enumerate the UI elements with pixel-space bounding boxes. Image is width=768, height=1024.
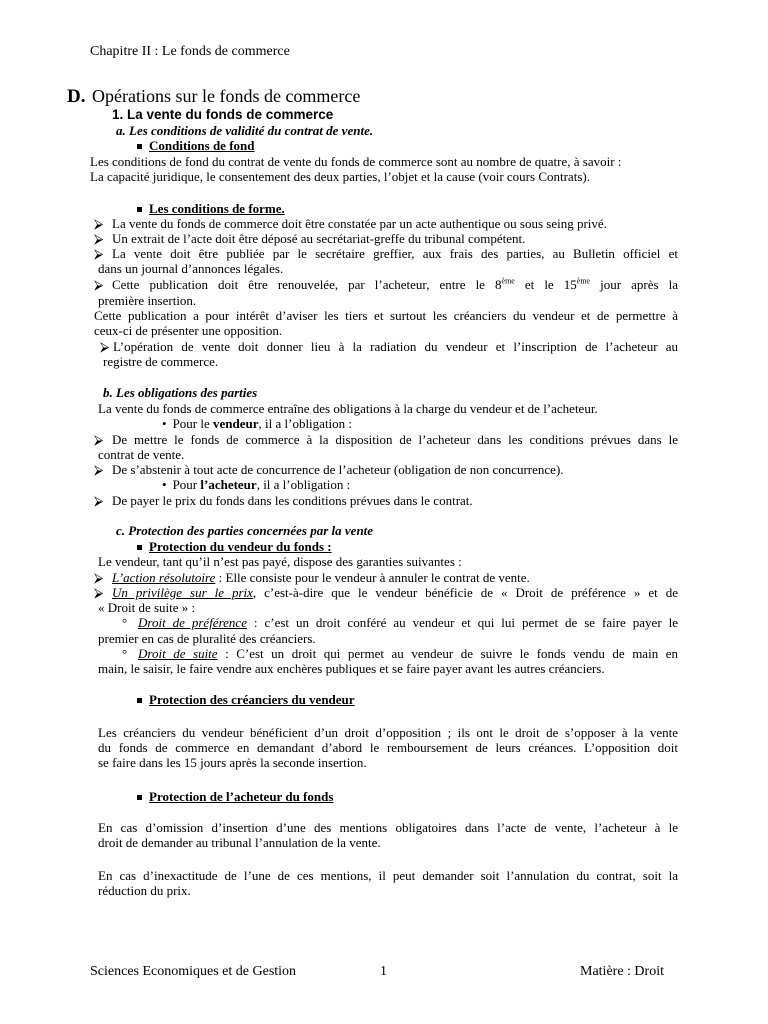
pour-vendeur xyxy=(162,416,352,431)
arrow-bullet-icon: ⮚ xyxy=(94,462,104,477)
footer-right: Matière : Droit xyxy=(580,964,664,979)
bullet-icon: • xyxy=(162,416,167,431)
privilege-prix-text: , c’est-à-dire que le vendeur bénéficie de « Droit de préférence » et de xyxy=(252,585,678,600)
privilege-prix xyxy=(94,585,678,600)
vendeur-obligation-2-text: De s’abstenir à tout acte de concurrence de l’acheteur (obligation de non concurrence). xyxy=(112,462,564,477)
arrow-bullet-icon: ⮚ xyxy=(94,585,104,600)
forme-title xyxy=(137,201,285,216)
arrow-bullet-icon: ⮚ xyxy=(94,570,104,585)
degree-bullet: ° xyxy=(122,646,128,661)
acheteur-line-3: En cas d’inexactitude de l’une de ces mentions, il peut demander soit l’annulation du contrat, soit la xyxy=(98,868,678,883)
action-resolutoire-label: L’action résolutoire xyxy=(112,570,216,585)
superscript-1: ème xyxy=(501,276,515,286)
pour-vendeur-post: , il a l’obligation : xyxy=(258,416,353,431)
square-bullet-icon xyxy=(137,698,142,703)
section-letter: D. xyxy=(67,86,86,107)
vendeur-obligation-1 xyxy=(94,432,678,447)
arrow-bullet-icon: ⮚ xyxy=(94,493,104,508)
forme-bullet-3 xyxy=(94,246,678,261)
pour-acheteur-bold: l’acheteur xyxy=(200,477,257,492)
forme-bullet-2 xyxy=(94,231,525,246)
fond-line-1: Les conditions de fond du contrat de vente du fonds de commerce sont au nombre de quatre, à savoir : xyxy=(90,154,622,169)
forme-bullet-1 xyxy=(94,216,607,231)
arrow-bullet-icon: ⮚ xyxy=(94,216,104,231)
pour-acheteur-post: , il a l’obligation : xyxy=(256,477,351,492)
page-number: 1 xyxy=(380,964,387,979)
droit-preference-text: : c’est un droit conféré au vendeur et qui lui permet de se faire payer le xyxy=(246,615,678,630)
protection-vendeur-title-text: Protection du vendeur du fonds : xyxy=(149,539,332,554)
droit-preference xyxy=(122,615,678,630)
subsection-1: 1. La vente du fonds de commerce xyxy=(112,107,334,122)
droit-preference-label: Droit de préférence xyxy=(138,615,247,630)
forme-bullet-5-cont: registre de commerce. xyxy=(103,354,219,369)
arrow-bullet-icon: ⮚ xyxy=(94,277,104,292)
subsection-1a: a. Les conditions de validité du contrat de vente. xyxy=(116,123,374,138)
square-bullet-icon xyxy=(137,144,142,149)
acheteur-line-4: réduction du prix. xyxy=(98,883,191,898)
footer-left: Sciences Economiques et de Gestion xyxy=(90,964,297,979)
forme-bullet-4-mid: et le 15 xyxy=(514,277,577,292)
creanciers-line-1: Les créanciers du vendeur bénéficient d’un droit d’opposition ; ils ont le droit de s’opposer à la vente xyxy=(98,725,678,740)
vendeur-obligation-1-cont: contrat de vente. xyxy=(98,447,185,462)
droit-suite xyxy=(122,646,678,661)
page-header: Chapitre II : Le fonds de commerce xyxy=(90,44,290,59)
fond-title-text: Conditions de fond xyxy=(149,138,255,153)
action-resolutoire xyxy=(94,570,530,585)
action-resolutoire-text: : Elle consiste pour le vendeur à annuler le contrat de vente. xyxy=(215,570,530,585)
droit-suite-text: : C’est un droit qui permet au vendeur de suivre le fonds vendu de main en xyxy=(217,646,678,661)
privilege-prix-label: Un privilège sur le prix xyxy=(112,585,253,600)
superscript-2: ème xyxy=(576,276,591,286)
pour-vendeur-pre: Pour le xyxy=(172,416,214,431)
arrow-bullet-icon: ⮚ xyxy=(94,432,104,447)
droit-preference-cont: premier en cas de pluralité des créanciers. xyxy=(98,631,316,646)
fond-line-2: La capacité juridique, le consentement des deux parties, l’objet et la cause (voir cours Contrats). xyxy=(90,169,590,184)
protection-creanciers-title xyxy=(137,692,355,707)
arrow-bullet-icon: ⮚ xyxy=(94,246,104,261)
protection-vendeur-intro: Le vendeur, tant qu’il n’est pas payé, dispose des garanties suivantes : xyxy=(98,554,462,569)
privilege-prix-cont: « Droit de suite » : xyxy=(98,600,196,615)
degree-bullet: ° xyxy=(122,615,128,630)
forme-bullet-4 xyxy=(94,277,678,292)
protection-acheteur-title xyxy=(137,789,333,804)
obligations-intro: La vente du fonds de commerce entraîne des obligations à la charge du vendeur et de l’acheteur. xyxy=(98,401,598,416)
pour-vendeur-bold: vendeur xyxy=(213,416,259,431)
forme-bullet-5 xyxy=(100,339,678,354)
droit-suite-cont: main, le saisir, le faire vendre aux enchères publiques et se faire payer avant les autres créanciers. xyxy=(98,661,605,676)
arrow-bullet-icon: ⮚ xyxy=(94,231,104,246)
forme-bullet-4-pre: Cette publication doit être renouvelée, par l’acheteur, entre le 8 xyxy=(112,277,502,292)
square-bullet-icon xyxy=(137,795,142,800)
forme-bullet-4-post: jour après la xyxy=(590,277,678,292)
forme-bullet-3-text: La vente doit être publiée par le secrétaire greffier, aux frais des parties, au Bulletin officiel et xyxy=(112,246,678,261)
forme-title-text: Les conditions de forme. xyxy=(149,201,285,216)
forme-bullet-1-text: La vente du fonds de commerce doit être constatée par un acte authentique ou sous seing privé. xyxy=(112,216,607,231)
acheteur-line-2: droit de demander au tribunal l’annulation de la vente. xyxy=(98,835,381,850)
section-heading xyxy=(67,86,360,107)
creanciers-line-3: se faire dans les 15 jours après la seconde insertion. xyxy=(98,755,367,770)
pour-acheteur xyxy=(162,477,350,492)
forme-paragraph-1: Cette publication a pour intérêt d’aviser les tiers et surtout les créanciers du vendeur et de permettre à xyxy=(94,308,678,323)
bullet-icon: • xyxy=(162,477,167,492)
arrow-bullet-icon: ⮚ xyxy=(100,339,110,354)
fond-title xyxy=(137,138,254,153)
acheteur-obligation-1 xyxy=(94,493,473,508)
forme-bullet-2-text: Un extrait de l’acte doit être déposé au secrétariat-greffe du tribunal compétent. xyxy=(112,231,526,246)
vendeur-obligation-2 xyxy=(94,462,564,477)
vendeur-obligation-1-text: De mettre le fonds de commerce à la disposition de l’acheteur dans les conditions prévues dans le xyxy=(112,432,678,447)
protection-acheteur-title-text: Protection de l’acheteur du fonds xyxy=(149,789,334,804)
section-title: Opérations sur le fonds de commerce xyxy=(91,86,361,106)
protection-creanciers-title-text: Protection des créanciers du vendeur xyxy=(149,692,355,707)
square-bullet-icon xyxy=(137,545,142,550)
acheteur-line-1: En cas d’omission d’insertion d’une des mentions obligatoires dans l’acte de vente, l’acheteur à le xyxy=(98,820,678,835)
square-bullet-icon xyxy=(137,207,142,212)
obligations-title: b. Les obligations des parties xyxy=(103,385,258,400)
pour-acheteur-pre: Pour xyxy=(172,477,201,492)
forme-bullet-4-cont: première insertion. xyxy=(98,293,197,308)
forme-bullet-3-cont: dans un journal d’annonces légales. xyxy=(98,261,284,276)
creanciers-line-2: du fonds de commerce en demandant d’abord le remboursement de leurs créances. L’opposition doit xyxy=(98,740,678,755)
acheteur-obligation-1-text: De payer le prix du fonds dans les conditions prévues dans le contrat. xyxy=(112,493,473,508)
protection-vendeur-title xyxy=(137,539,332,554)
forme-paragraph-2: ceux-ci de présenter une opposition. xyxy=(94,323,283,338)
forme-bullet-5-text: L’opération de vente doit donner lieu à la radiation du vendeur et l’inscription de l’acheteur au xyxy=(113,339,678,354)
droit-suite-label: Droit de suite xyxy=(138,646,218,661)
protection-title: c. Protection des parties concernées par la vente xyxy=(116,523,374,538)
